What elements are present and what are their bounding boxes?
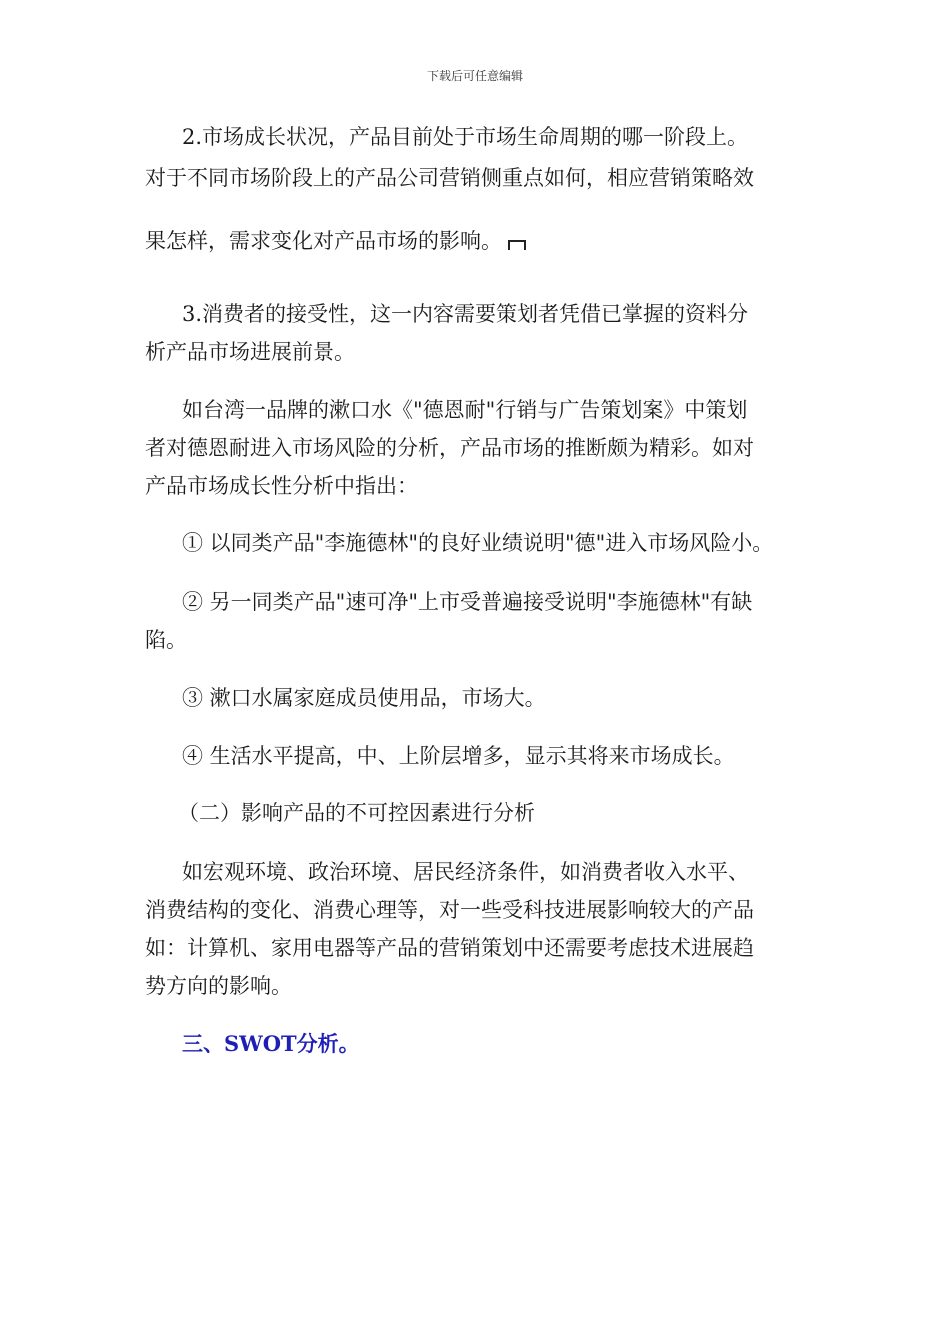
para-line: 对于不同市场阶段上的产品公司营销侧重点如何，相应营销策略效 [145, 166, 754, 190]
para-line: 3.消费者的接受性，这一内容需要策划者凭借已掌握的资料分 [182, 302, 749, 326]
para-line: 势方向的影响。 [145, 974, 292, 998]
list-item: ② 另一同类产品"速可净"上市受普遍接受说明"李施德林"有缺 [182, 590, 753, 614]
para-line: 2.市场成长状况，产品目前处于市场生命周期的哪一阶段上。 [182, 125, 749, 149]
list-item: ④ 生活水平提高，中、上阶层增多，显示其将来市场成长。 [182, 744, 735, 768]
list-item-cont: 陷。 [145, 628, 187, 652]
para-text: 果怎样，需求变化对产品市场的影响。 [145, 229, 502, 253]
list-item: ① 以同类产品"李施德林"的良好业绩说明"德"进入市场风险小。 [182, 531, 774, 555]
para-line: 如台湾一品牌的漱口水《"德恩耐"行销与广告策划案》中策划 [182, 398, 748, 422]
section-heading: 三、SWOT分析。 [182, 1031, 360, 1056]
para-line: 如：计算机、家用电器等产品的营销策划中还需要考虑技术进展趋 [145, 936, 754, 960]
para-line: 产品市场成长性分析中指出： [145, 474, 418, 498]
para-line: 如宏观环境、政治环境、居民经济条件，如消费者收入水平、 [182, 860, 749, 884]
para-line: 者对德恩耐进入市场风险的分析，产品市场的推断颇为精彩。如对 [145, 436, 754, 460]
list-item: ③ 漱口水属家庭成员使用品，市场大。 [182, 686, 546, 710]
para-line [145, 225, 805, 255]
para-line: 析产品市场进展前景。 [145, 340, 355, 364]
page-header: 下载后可任意编辑 [426, 69, 523, 83]
cursor-mark-icon [508, 240, 526, 250]
para-line: 消费结构的变化、消费心理等，对一些受科技进展影响较大的产品 [145, 898, 754, 922]
subheading: （二）影响产品的不可控因素进行分析 [178, 801, 535, 825]
